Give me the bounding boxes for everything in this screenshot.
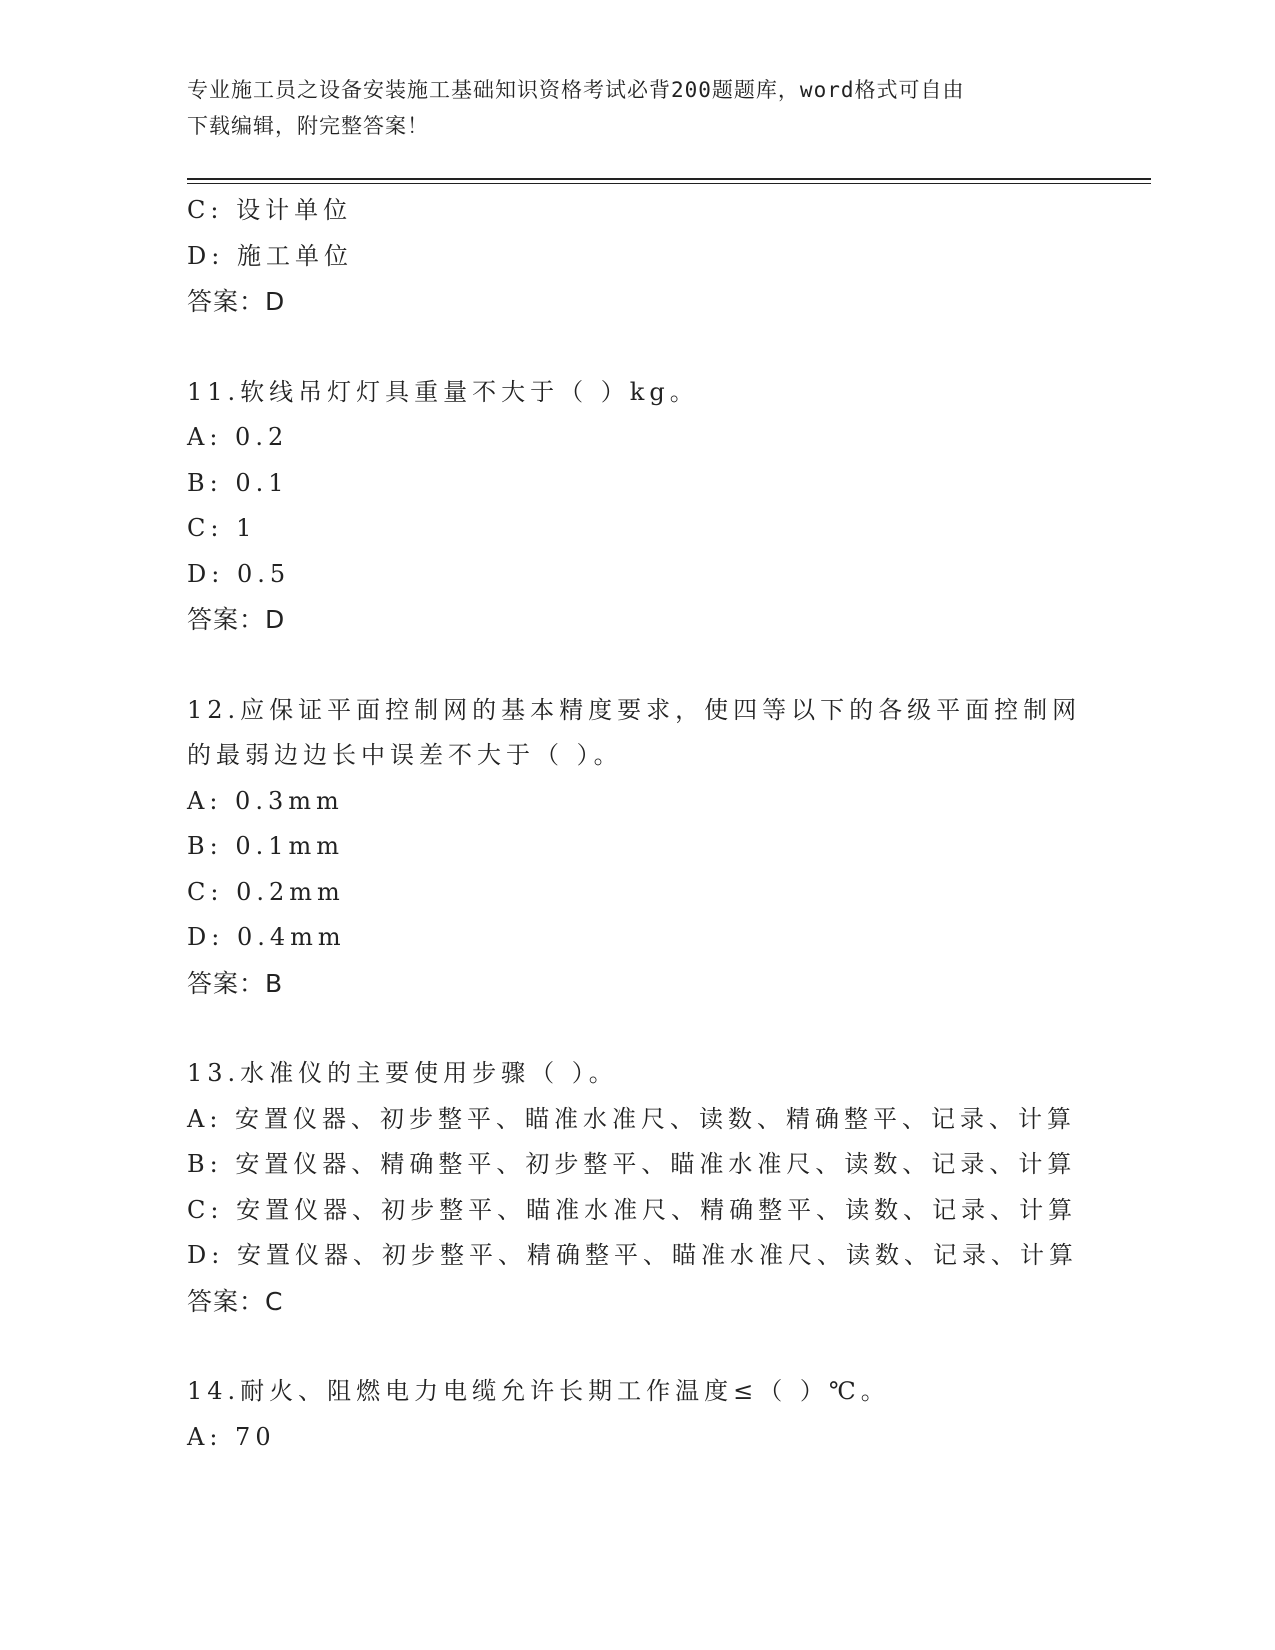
option-c: C: 安置仪器、初步整平、瞄准水准尺、精确整平、读数、记录、计算 (187, 1195, 1078, 1224)
question-10-tail (187, 188, 1107, 325)
question-stem: 11.软线吊灯灯具重量不大于（ ）kg。 (187, 377, 699, 406)
header-line-1: 专业施工员之设备安装施工基础知识资格考试必背200题题库，word格式可自由 (187, 78, 965, 102)
question-stem: 14.耐火、阻燃电力电缆允许长期工作温度≤（ ）℃。 (187, 1377, 890, 1405)
question-stem: 12.应保证平面控制网的基本精度要求，使四等以下的各级平面控制网 (187, 695, 1082, 724)
question-stem-continued: 的最弱边边长中误差不大于（ ）。 (187, 741, 623, 769)
option-c: C: 0.2mm (187, 877, 345, 906)
question-13 (187, 1051, 1107, 1324)
document-header (187, 72, 1087, 144)
header-divider-thin (187, 183, 1151, 184)
answer-line: 答案：D (187, 287, 286, 316)
question-14 (187, 1369, 1107, 1460)
answer-line: 答案：B (187, 968, 284, 998)
option-c: C: 设计单位 (187, 196, 353, 224)
header-line-2: 下载编辑，附完整答案！ (187, 114, 429, 138)
question-list (187, 188, 1107, 1460)
answer-line: 答案：C (187, 1286, 284, 1316)
answer-line: 答案：D (187, 605, 286, 634)
option-d: D: 0.4mm (187, 923, 346, 951)
header-divider-thick (187, 178, 1151, 180)
option-a: A: 0.2 (187, 423, 289, 451)
question-11 (187, 370, 1107, 643)
option-a: A: 0.3mm (187, 786, 344, 815)
option-a: A: 安置仪器、初步整平、瞄准水准尺、读数、精确整平、记录、计算 (187, 1104, 1077, 1133)
option-b: B: 0.1mm (187, 832, 345, 860)
option-c: C: 1 (187, 514, 257, 542)
question-12 (187, 688, 1107, 1007)
option-a: A: 70 (187, 1422, 276, 1451)
question-stem: 13.水准仪的主要使用步骤（ ）。 (187, 1059, 618, 1087)
option-d: D: 0.5 (187, 559, 291, 588)
option-d: D: 安置仪器、初步整平、精确整平、瞄准水准尺、读数、记录、计算 (187, 1241, 1078, 1269)
option-d: D: 施工单位 (187, 241, 353, 270)
option-b: B: 安置仪器、精确整平、初步整平、瞄准水准尺、读数、记录、计算 (187, 1150, 1077, 1178)
option-b: B: 0.1 (187, 468, 289, 497)
